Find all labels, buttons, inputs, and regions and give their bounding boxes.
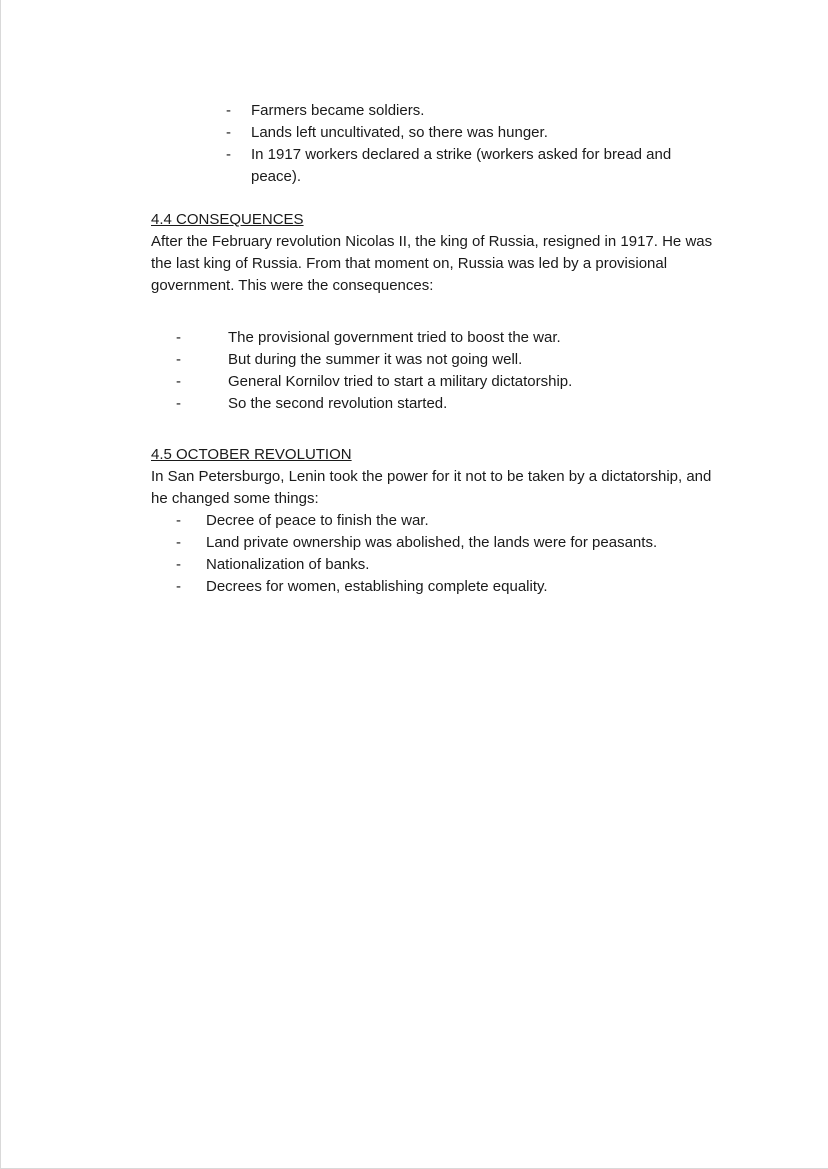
list-item-text: Decrees for women, establishing complete equality. (206, 578, 548, 595)
bullet-dash: - (226, 124, 231, 141)
list-item (176, 576, 723, 598)
list-item (176, 532, 723, 554)
section-october-revolution (151, 444, 723, 598)
intro-list (151, 100, 723, 188)
consequences-list (151, 327, 723, 415)
list-item (176, 327, 723, 349)
list-item-text: Nationalization of banks. (206, 556, 370, 573)
bullet-dash: - (226, 102, 231, 119)
list-item-text: But during the summer it was not going well. (228, 351, 523, 368)
bullet-dash: - (176, 373, 181, 390)
list-item-text: So the second revolution started. (228, 395, 448, 412)
bullet-dash: - (176, 556, 181, 573)
list-item (176, 349, 723, 371)
october-revolution-list (151, 510, 723, 598)
list-item-text: Land private ownership was abolished, the lands were for peasants. (206, 534, 658, 551)
bullet-dash: - (176, 534, 181, 551)
bullet-dash: - (226, 146, 231, 163)
list-item (176, 371, 723, 393)
bullet-dash: - (176, 578, 181, 595)
list-item (176, 554, 723, 576)
section-paragraph: After the February revolution Nicolas II, the king of Russia, resigned in 1917. He was the last king of Russia. From that moment on, Russia was led by a provisional government. This were the consequences: (151, 233, 713, 294)
list-item-text: Farmers became soldiers. (251, 102, 425, 119)
list-item-text: In 1917 workers declared a strike (workers asked for bread and peace). (251, 146, 672, 185)
list-item-text: The provisional government tried to boost the war. (228, 329, 561, 346)
section-heading: 4.5 OCTOBER REVOLUTION (151, 446, 352, 463)
list-item (226, 122, 723, 144)
bullet-dash: - (176, 395, 181, 412)
section-consequences (151, 209, 723, 415)
section-heading: 4.4 CONSEQUENCES (151, 211, 304, 228)
list-item (226, 144, 723, 188)
list-item-text: Lands left uncultivated, so there was hunger. (251, 124, 548, 141)
bullet-dash: - (176, 329, 181, 346)
list-item-text: General Kornilov tried to start a military dictatorship. (228, 373, 573, 390)
bullet-dash: - (176, 351, 181, 368)
list-item (226, 100, 723, 122)
list-item (176, 393, 723, 415)
list-item (176, 510, 723, 532)
list-item-text: Decree of peace to finish the war. (206, 512, 429, 529)
bullet-dash: - (176, 512, 181, 529)
section-paragraph: In San Petersburgo, Lenin took the power for it not to be taken by a dictatorship, and he changed some things: (151, 468, 712, 507)
